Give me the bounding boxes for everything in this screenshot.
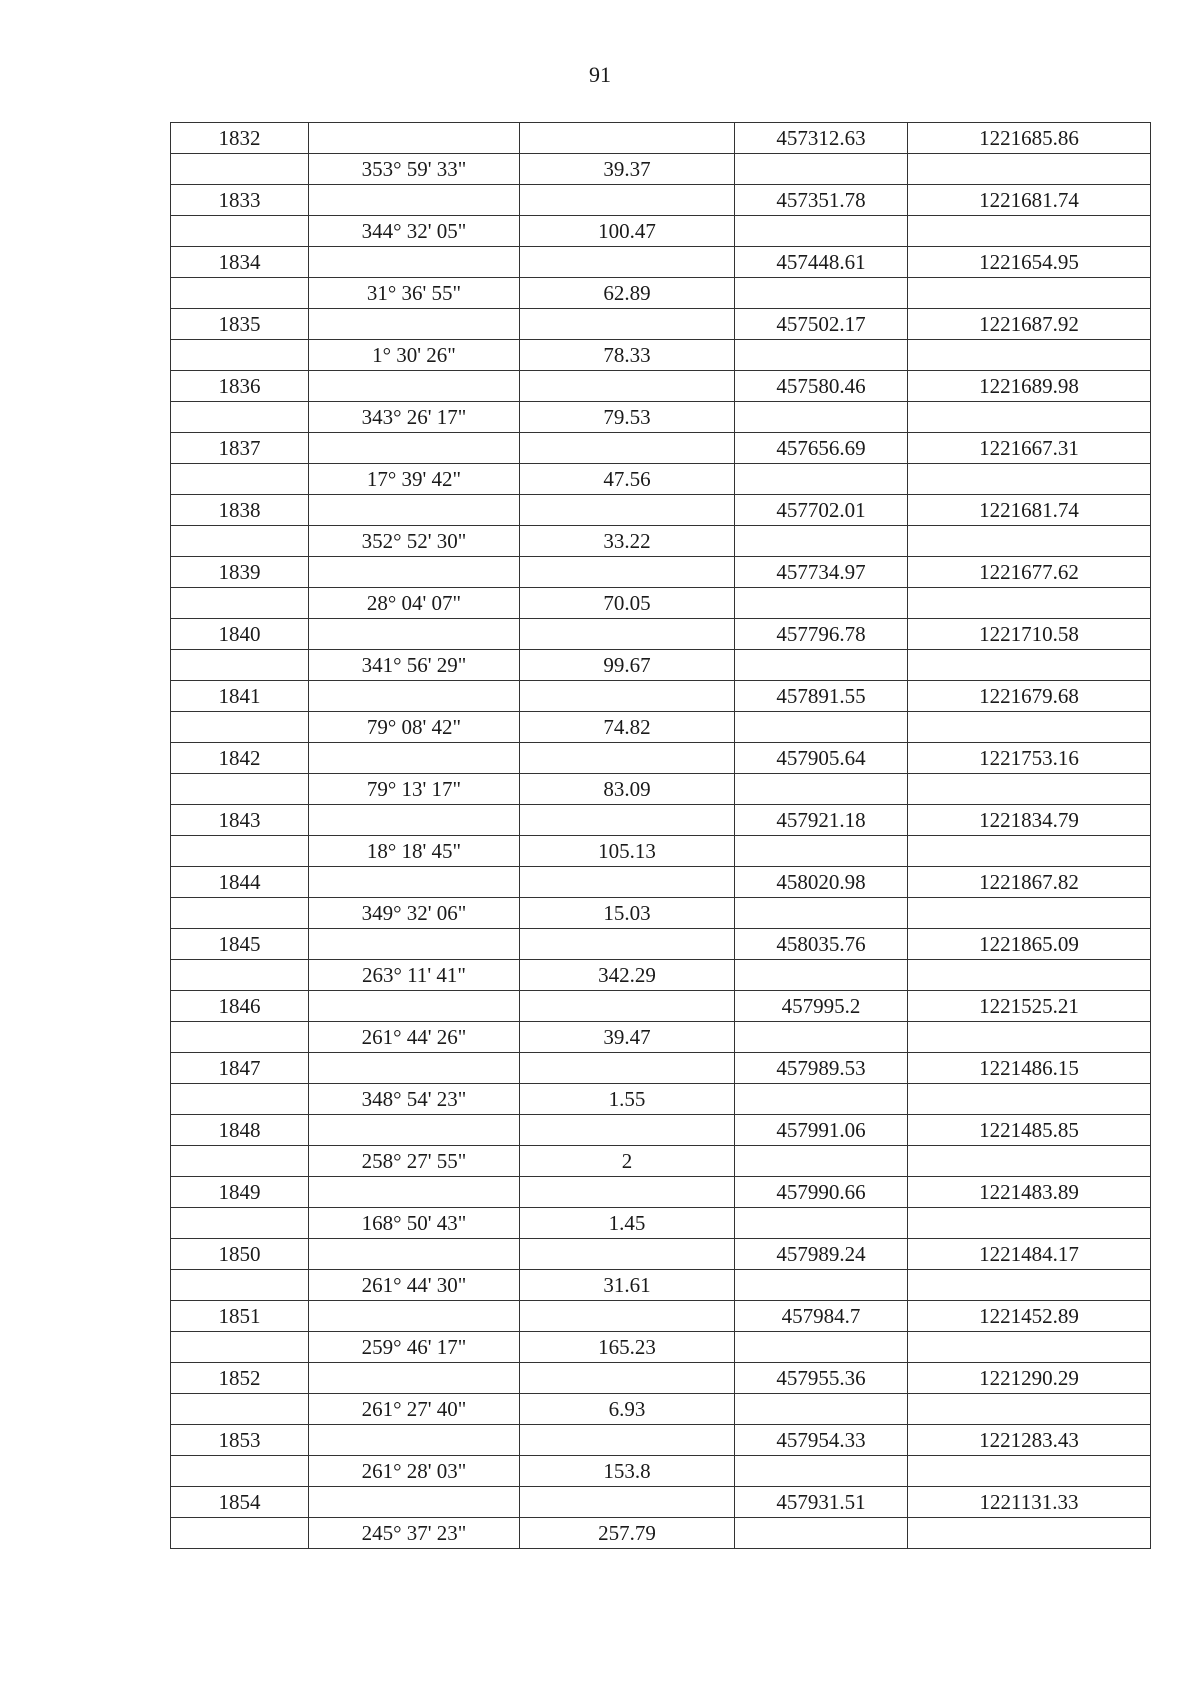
distance-cell: 70.05	[520, 588, 735, 619]
empty-cell	[735, 588, 908, 619]
table-row	[171, 216, 1151, 247]
distance-cell: 74.82	[520, 712, 735, 743]
table-row	[171, 495, 1151, 526]
easting-cell: 457991.06	[735, 1115, 908, 1146]
empty-cell	[520, 185, 735, 216]
bearing-cell: 261° 44' 30"	[309, 1270, 520, 1301]
table-row	[171, 681, 1151, 712]
empty-cell	[309, 1363, 520, 1394]
empty-cell	[908, 216, 1151, 247]
point-number-cell: 1854	[171, 1487, 309, 1518]
distance-cell: 33.22	[520, 526, 735, 557]
bearing-cell: 341° 56' 29"	[309, 650, 520, 681]
empty-cell	[520, 619, 735, 650]
table-row	[171, 185, 1151, 216]
empty-cell	[520, 743, 735, 774]
table-row	[171, 433, 1151, 464]
northing-cell: 1221677.62	[908, 557, 1151, 588]
table-row	[171, 154, 1151, 185]
empty-cell	[735, 340, 908, 371]
easting-cell: 457312.63	[735, 123, 908, 154]
table-row	[171, 991, 1151, 1022]
northing-cell: 1221486.15	[908, 1053, 1151, 1084]
point-number-cell: 1842	[171, 743, 309, 774]
empty-cell	[908, 774, 1151, 805]
empty-cell	[171, 774, 309, 805]
distance-cell: 153.8	[520, 1456, 735, 1487]
empty-cell	[908, 1456, 1151, 1487]
empty-cell	[520, 805, 735, 836]
table-row	[171, 712, 1151, 743]
empty-cell	[171, 588, 309, 619]
table-row	[171, 1177, 1151, 1208]
point-number-cell: 1833	[171, 185, 309, 216]
empty-cell	[520, 371, 735, 402]
empty-cell	[309, 805, 520, 836]
bearing-cell: 261° 27' 40"	[309, 1394, 520, 1425]
distance-cell: 78.33	[520, 340, 735, 371]
empty-cell	[735, 1084, 908, 1115]
empty-cell	[171, 1456, 309, 1487]
easting-cell: 457351.78	[735, 185, 908, 216]
distance-cell: 342.29	[520, 960, 735, 991]
empty-cell	[520, 1239, 735, 1270]
point-number-cell: 1840	[171, 619, 309, 650]
bearing-cell: 31° 36' 55"	[309, 278, 520, 309]
bearing-cell: 343° 26' 17"	[309, 402, 520, 433]
table-row	[171, 1146, 1151, 1177]
easting-cell: 457931.51	[735, 1487, 908, 1518]
empty-cell	[908, 1146, 1151, 1177]
bearing-cell: 28° 04' 07"	[309, 588, 520, 619]
northing-cell: 1221834.79	[908, 805, 1151, 836]
bearing-cell: 168° 50' 43"	[309, 1208, 520, 1239]
empty-cell	[735, 960, 908, 991]
empty-cell	[520, 495, 735, 526]
bearing-cell: 1° 30' 26"	[309, 340, 520, 371]
table-row	[171, 1208, 1151, 1239]
point-number-cell: 1847	[171, 1053, 309, 1084]
empty-cell	[908, 898, 1151, 929]
point-number-cell: 1841	[171, 681, 309, 712]
bearing-cell: 259° 46' 17"	[309, 1332, 520, 1363]
point-number-cell: 1848	[171, 1115, 309, 1146]
empty-cell	[520, 557, 735, 588]
empty-cell	[735, 1394, 908, 1425]
distance-cell: 1.45	[520, 1208, 735, 1239]
empty-cell	[309, 1239, 520, 1270]
empty-cell	[171, 898, 309, 929]
table-row	[171, 1270, 1151, 1301]
empty-cell	[171, 1208, 309, 1239]
empty-cell	[171, 1518, 309, 1549]
empty-cell	[908, 588, 1151, 619]
empty-cell	[309, 371, 520, 402]
empty-cell	[735, 154, 908, 185]
empty-cell	[309, 495, 520, 526]
empty-cell	[735, 650, 908, 681]
empty-cell	[908, 650, 1151, 681]
empty-cell	[520, 1487, 735, 1518]
northing-cell: 1221525.21	[908, 991, 1151, 1022]
empty-cell	[171, 836, 309, 867]
table-row	[171, 1115, 1151, 1146]
point-number-cell: 1843	[171, 805, 309, 836]
empty-cell	[520, 247, 735, 278]
bearing-cell: 18° 18' 45"	[309, 836, 520, 867]
distance-cell: 100.47	[520, 216, 735, 247]
northing-cell: 1221685.86	[908, 123, 1151, 154]
northing-cell: 1221131.33	[908, 1487, 1151, 1518]
empty-cell	[309, 991, 520, 1022]
table-row	[171, 1518, 1151, 1549]
bearing-cell: 17° 39' 42"	[309, 464, 520, 495]
distance-cell: 39.47	[520, 1022, 735, 1053]
distance-cell: 47.56	[520, 464, 735, 495]
empty-cell	[735, 526, 908, 557]
empty-cell	[309, 123, 520, 154]
table-row	[171, 836, 1151, 867]
table-row	[171, 1053, 1151, 1084]
empty-cell	[908, 526, 1151, 557]
northing-cell: 1221452.89	[908, 1301, 1151, 1332]
table-row	[171, 619, 1151, 650]
empty-cell	[908, 960, 1151, 991]
empty-cell	[908, 340, 1151, 371]
northing-cell: 1221865.09	[908, 929, 1151, 960]
table-row	[171, 1363, 1151, 1394]
table-row	[171, 898, 1151, 929]
point-number-cell: 1838	[171, 495, 309, 526]
page-number: 91	[589, 62, 611, 87]
empty-cell	[171, 1332, 309, 1363]
northing-cell: 1221710.58	[908, 619, 1151, 650]
empty-cell	[309, 929, 520, 960]
point-number-cell: 1835	[171, 309, 309, 340]
distance-cell: 83.09	[520, 774, 735, 805]
distance-cell: 2	[520, 1146, 735, 1177]
empty-cell	[171, 278, 309, 309]
table-row	[171, 805, 1151, 836]
northing-cell: 1221753.16	[908, 743, 1151, 774]
table-row	[171, 1394, 1151, 1425]
easting-cell: 457955.36	[735, 1363, 908, 1394]
easting-cell: 457502.17	[735, 309, 908, 340]
bearing-cell: 349° 32' 06"	[309, 898, 520, 929]
empty-cell	[171, 464, 309, 495]
empty-cell	[735, 216, 908, 247]
distance-cell: 79.53	[520, 402, 735, 433]
bearing-cell: 261° 44' 26"	[309, 1022, 520, 1053]
easting-cell: 458020.98	[735, 867, 908, 898]
empty-cell	[171, 712, 309, 743]
bearing-cell: 258° 27' 55"	[309, 1146, 520, 1177]
northing-cell: 1221681.74	[908, 185, 1151, 216]
easting-cell: 457990.66	[735, 1177, 908, 1208]
empty-cell	[735, 464, 908, 495]
empty-cell	[171, 402, 309, 433]
bearing-cell: 263° 11' 41"	[309, 960, 520, 991]
table-row	[171, 867, 1151, 898]
empty-cell	[520, 867, 735, 898]
table-row	[171, 1084, 1151, 1115]
distance-cell: 99.67	[520, 650, 735, 681]
survey-table-body	[171, 123, 1151, 1549]
empty-cell	[171, 154, 309, 185]
empty-cell	[309, 867, 520, 898]
point-number-cell: 1853	[171, 1425, 309, 1456]
northing-cell: 1221485.85	[908, 1115, 1151, 1146]
empty-cell	[309, 1053, 520, 1084]
table-row	[171, 371, 1151, 402]
empty-cell	[171, 216, 309, 247]
empty-cell	[908, 1208, 1151, 1239]
bearing-cell: 344° 32' 05"	[309, 216, 520, 247]
easting-cell: 457796.78	[735, 619, 908, 650]
empty-cell	[171, 960, 309, 991]
empty-cell	[309, 309, 520, 340]
bearing-cell: 352° 52' 30"	[309, 526, 520, 557]
empty-cell	[309, 1425, 520, 1456]
empty-cell	[520, 1053, 735, 1084]
empty-cell	[171, 526, 309, 557]
easting-cell: 457905.64	[735, 743, 908, 774]
table-row	[171, 526, 1151, 557]
empty-cell	[520, 1425, 735, 1456]
point-number-cell: 1850	[171, 1239, 309, 1270]
empty-cell	[309, 743, 520, 774]
empty-cell	[735, 1146, 908, 1177]
point-number-cell: 1844	[171, 867, 309, 898]
easting-cell: 457989.24	[735, 1239, 908, 1270]
table-row	[171, 247, 1151, 278]
point-number-cell: 1837	[171, 433, 309, 464]
empty-cell	[520, 1115, 735, 1146]
easting-cell: 457954.33	[735, 1425, 908, 1456]
table-row	[171, 743, 1151, 774]
empty-cell	[309, 185, 520, 216]
northing-cell: 1221283.43	[908, 1425, 1151, 1456]
easting-cell: 458035.76	[735, 929, 908, 960]
empty-cell	[735, 836, 908, 867]
northing-cell: 1221483.89	[908, 1177, 1151, 1208]
empty-cell	[309, 1301, 520, 1332]
table-row	[171, 1301, 1151, 1332]
empty-cell	[908, 1270, 1151, 1301]
point-number-cell: 1834	[171, 247, 309, 278]
point-number-cell: 1852	[171, 1363, 309, 1394]
table-row	[171, 464, 1151, 495]
distance-cell: 62.89	[520, 278, 735, 309]
easting-cell: 457921.18	[735, 805, 908, 836]
empty-cell	[735, 402, 908, 433]
table-row	[171, 774, 1151, 805]
empty-cell	[309, 557, 520, 588]
empty-cell	[735, 1208, 908, 1239]
empty-cell	[171, 1270, 309, 1301]
empty-cell	[309, 433, 520, 464]
northing-cell: 1221687.92	[908, 309, 1151, 340]
bearing-cell: 261° 28' 03"	[309, 1456, 520, 1487]
northing-cell: 1221667.31	[908, 433, 1151, 464]
empty-cell	[171, 1394, 309, 1425]
distance-cell: 257.79	[520, 1518, 735, 1549]
point-number-cell: 1851	[171, 1301, 309, 1332]
northing-cell: 1221654.95	[908, 247, 1151, 278]
distance-cell: 31.61	[520, 1270, 735, 1301]
empty-cell	[908, 154, 1151, 185]
point-number-cell: 1832	[171, 123, 309, 154]
empty-cell	[735, 1456, 908, 1487]
empty-cell	[171, 1022, 309, 1053]
easting-cell: 457734.97	[735, 557, 908, 588]
empty-cell	[171, 1146, 309, 1177]
empty-cell	[735, 1332, 908, 1363]
empty-cell	[309, 681, 520, 712]
empty-cell	[908, 464, 1151, 495]
empty-cell	[309, 619, 520, 650]
bearing-cell: 353° 59' 33"	[309, 154, 520, 185]
distance-cell: 6.93	[520, 1394, 735, 1425]
table-row	[171, 123, 1151, 154]
empty-cell	[171, 340, 309, 371]
empty-cell	[735, 774, 908, 805]
empty-cell	[171, 650, 309, 681]
empty-cell	[908, 1332, 1151, 1363]
easting-cell: 457995.2	[735, 991, 908, 1022]
table-row	[171, 1239, 1151, 1270]
table-row	[171, 1022, 1151, 1053]
empty-cell	[908, 1022, 1151, 1053]
empty-cell	[735, 898, 908, 929]
empty-cell	[520, 1301, 735, 1332]
survey-table	[170, 122, 1151, 1549]
empty-cell	[171, 1084, 309, 1115]
distance-cell: 165.23	[520, 1332, 735, 1363]
point-number-cell: 1836	[171, 371, 309, 402]
easting-cell: 457989.53	[735, 1053, 908, 1084]
empty-cell	[309, 247, 520, 278]
table-row	[171, 557, 1151, 588]
table-row	[171, 402, 1151, 433]
easting-cell: 457656.69	[735, 433, 908, 464]
northing-cell: 1221290.29	[908, 1363, 1151, 1394]
bearing-cell: 348° 54' 23"	[309, 1084, 520, 1115]
empty-cell	[735, 712, 908, 743]
distance-cell: 105.13	[520, 836, 735, 867]
empty-cell	[735, 1022, 908, 1053]
empty-cell	[520, 1177, 735, 1208]
northing-cell: 1221484.17	[908, 1239, 1151, 1270]
point-number-cell: 1839	[171, 557, 309, 588]
empty-cell	[309, 1177, 520, 1208]
empty-cell	[520, 433, 735, 464]
empty-cell	[520, 681, 735, 712]
empty-cell	[520, 991, 735, 1022]
table-row	[171, 309, 1151, 340]
empty-cell	[908, 1084, 1151, 1115]
point-number-cell: 1845	[171, 929, 309, 960]
table-row	[171, 650, 1151, 681]
empty-cell	[735, 1518, 908, 1549]
table-row	[171, 1425, 1151, 1456]
table-row	[171, 1456, 1151, 1487]
empty-cell	[309, 1487, 520, 1518]
table-row	[171, 588, 1151, 619]
distance-cell: 15.03	[520, 898, 735, 929]
easting-cell: 457891.55	[735, 681, 908, 712]
bearing-cell: 245° 37' 23"	[309, 1518, 520, 1549]
northing-cell: 1221679.68	[908, 681, 1151, 712]
empty-cell	[735, 1270, 908, 1301]
table-row	[171, 340, 1151, 371]
northing-cell: 1221689.98	[908, 371, 1151, 402]
table-row	[171, 929, 1151, 960]
empty-cell	[520, 1363, 735, 1394]
table-row	[171, 278, 1151, 309]
empty-cell	[908, 836, 1151, 867]
point-number-cell: 1846	[171, 991, 309, 1022]
northing-cell: 1221867.82	[908, 867, 1151, 898]
empty-cell	[520, 123, 735, 154]
empty-cell	[908, 712, 1151, 743]
empty-cell	[520, 309, 735, 340]
empty-cell	[309, 1115, 520, 1146]
empty-cell	[908, 1518, 1151, 1549]
distance-cell: 1.55	[520, 1084, 735, 1115]
empty-cell	[520, 929, 735, 960]
empty-cell	[908, 278, 1151, 309]
table-row	[171, 1332, 1151, 1363]
bearing-cell: 79° 13' 17"	[309, 774, 520, 805]
easting-cell: 457448.61	[735, 247, 908, 278]
table-row	[171, 960, 1151, 991]
empty-cell	[908, 1394, 1151, 1425]
table-row	[171, 1487, 1151, 1518]
bearing-cell: 79° 08' 42"	[309, 712, 520, 743]
distance-cell: 39.37	[520, 154, 735, 185]
easting-cell: 457984.7	[735, 1301, 908, 1332]
empty-cell	[735, 278, 908, 309]
northing-cell: 1221681.74	[908, 495, 1151, 526]
empty-cell	[908, 402, 1151, 433]
easting-cell: 457702.01	[735, 495, 908, 526]
easting-cell: 457580.46	[735, 371, 908, 402]
point-number-cell: 1849	[171, 1177, 309, 1208]
